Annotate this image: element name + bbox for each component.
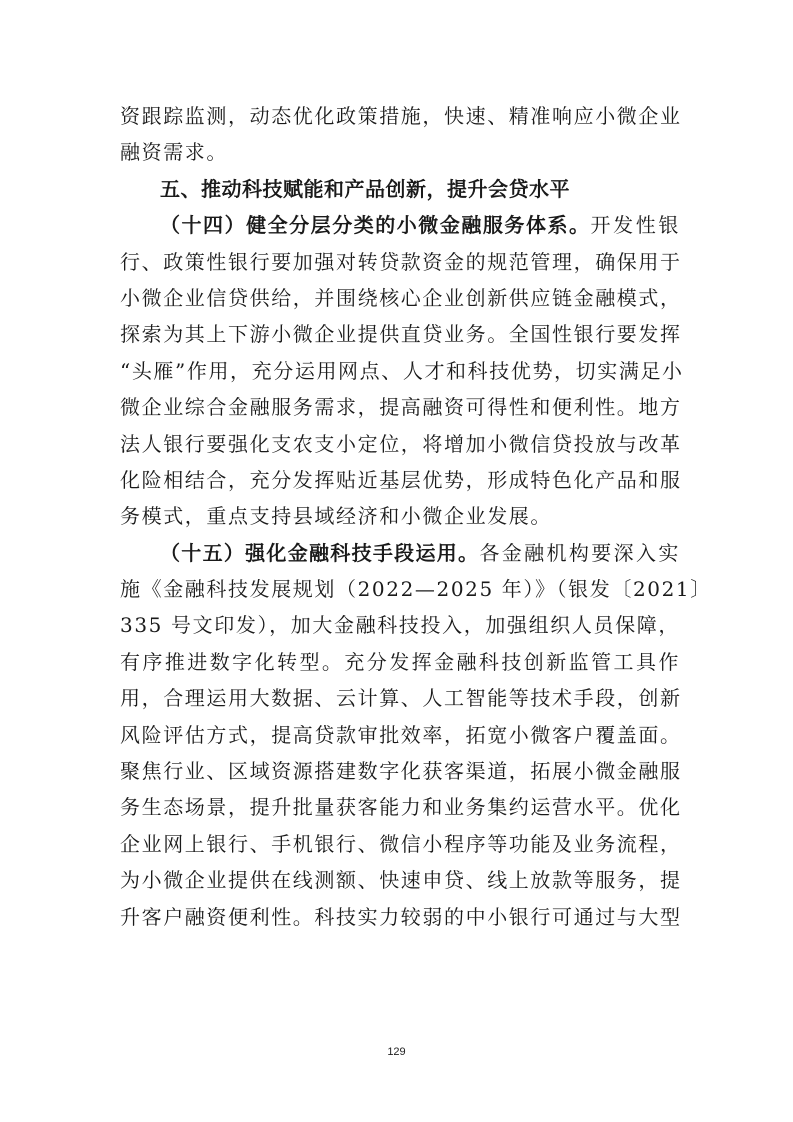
body-text-line: 用，合理运用大数据、云计算、人工智能等技术手段，创新 xyxy=(120,686,682,711)
body-text-line: 风险评估方式，提高贷款审批效率，拓宽小微客户覆盖面。 xyxy=(120,722,682,747)
body-text-line: “头雁”作用，充分运用网点、人才和科技优势，切实满足小 xyxy=(120,358,684,383)
paragraph-15-lead: （十五）强化金融科技手段运用。 xyxy=(160,540,480,565)
paragraph-14-first-line xyxy=(120,207,680,243)
body-text-line: 施《金融科技发展规划（2022—2025 年）》（银发〔2021〕 xyxy=(120,577,712,602)
body-text-line: 335 号文印发），加大金融科技投入，加强组织人员保障， xyxy=(120,613,680,638)
body-text-line: 升客户融资便利性。科技实力较弱的中小银行可通过与大型 xyxy=(120,904,682,929)
body-text-line: 务模式，重点支持县域经济和小微企业发展。 xyxy=(120,504,552,529)
body-text-line: 微企业综合金融服务需求，提高融资可得性和便利性。地方 xyxy=(120,395,682,420)
body-text-line: 资跟踪监测，动态优化政策措施，快速、精准响应小微企业 xyxy=(120,104,682,128)
section-heading: 五、推动科技赋能和产品创新，提升会贷水平 xyxy=(160,176,570,201)
document-page xyxy=(120,98,712,935)
body-text-line: 务生态场景，提升批量获客能力和业务集约运营水平。优化 xyxy=(120,795,682,820)
body-text-line: 行、政策性银行要加强对转贷款资金的规范管理，确保用于 xyxy=(120,249,682,274)
body-text-line: 聚焦行业、区域资源搭建数字化获客渠道，拓展小微金融服 xyxy=(120,759,682,784)
body-text-line: 企业网上银行、手机银行、微信小程序等功能及业务流程， xyxy=(120,831,682,856)
body-text-line: 小微企业信贷供给，并围绕核心企业创新供应链金融模式， xyxy=(120,285,682,310)
paragraph-15-first-line-rest: 各金融机构要深入实 xyxy=(479,540,681,565)
body-text-line: 有序推进数字化转型。充分发挥金融科技创新监管工具作 xyxy=(120,649,680,674)
paragraph-14-first-line-rest: 开发性银 xyxy=(590,213,681,238)
body-text-line: 为小微企业提供在线测额、快速申贷、线上放款等服务，提 xyxy=(120,868,682,893)
body-text-line: 融资需求。 xyxy=(120,140,228,165)
body-text-line: 化险相结合，充分发挥贴近基层优势，形成特色化产品和服 xyxy=(120,467,682,492)
body-text-line: 探索为其上下游小微企业提供直贷业务。全国性银行要发挥 xyxy=(120,322,682,347)
body-text-line: 法人银行要强化支农支小定位，将增加小微信贷投放与改革 xyxy=(120,431,682,456)
paragraph-14-lead: （十四）健全分层分类的小微金融服务体系。 xyxy=(160,213,591,238)
paragraph-15-first-line xyxy=(120,535,680,571)
page-number: 129 xyxy=(387,1046,406,1058)
